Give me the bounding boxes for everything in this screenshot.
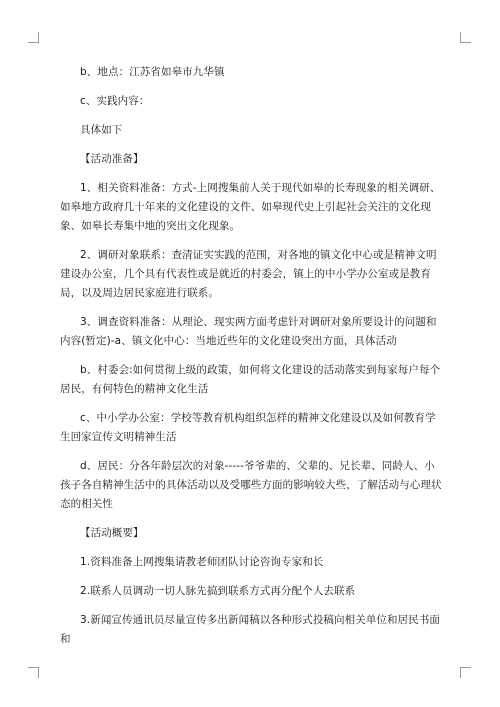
crop-mark-top-left [28, 32, 39, 43]
paragraph-1: 1、相关资料准备：方式-上网搜集前人关于现代如皋的长寿现象的相关调研、如皋地方政府几十年来的文化建设的文件、如皋现代史上引起社会关注的文化现象、如皋长寿集中地的突出文化现象。 [60, 182, 441, 232]
paragraph-3: 3、调查资料准备：从理论、现实两方面考虑针对调研对象所要设计的问题和内容(暂定)-a、镇文化中心：当地近些年的文化建设突出方面，具体活动 [60, 316, 437, 347]
paragraph-6: d、居民：分各年龄层次的对象-----爷爷辈的、父辈的、兄长辈、同龄人、小孩子各自精神生活中的具体活动以及受哪些方面的影响较大些，了解活动与心理状态的相关性 [60, 460, 442, 510]
crop-mark-top-right [460, 32, 471, 43]
overview-item-3: 3.新闻宣传通讯员尽量宣传多出新闻稿以各种形式投稿向相关单位和居民书面和 [60, 614, 441, 645]
detail-line: 具体如下 [80, 124, 123, 136]
paragraph-2: 2、调研对象联系：查清证实实践的范围，对各地的镇文化中心或是精神文明建设办公室，几个具有代表性或是就近的村委会，镇上的中小学办公室或是教育局，以及周边居民家庭进行联系。 [60, 249, 437, 299]
crop-mark-bottom-left [28, 667, 39, 678]
paragraph-4: b、村委会:如何贯彻上级的政策，如何将文化建设的活动落实到每家每户每个居民，有何特色的精神文化生活 [60, 364, 441, 395]
crop-mark-bottom-right [460, 667, 471, 678]
location-line: b、地点：江苏省如皋市九华镇 [80, 66, 225, 78]
paragraph-5: c、中小学办公室：学校等教育机构组织怎样的精神文化建设以及如何教育学生回家宣传文明精神生活 [60, 412, 436, 443]
heading-activity-overview: 【活动概要】 [80, 527, 144, 539]
document-body [60, 63, 445, 659]
overview-item-1: 1.资料准备上网搜集请教老师团队讨论咨询专家和长 [80, 556, 324, 568]
overview-item-2: 2.联系人员调动一切人脉先搞到联系方式再分配个人去联系 [80, 585, 356, 597]
content-line: c、实践内容： [80, 95, 150, 107]
heading-activity-prep: 【活动准备】 [80, 153, 144, 165]
